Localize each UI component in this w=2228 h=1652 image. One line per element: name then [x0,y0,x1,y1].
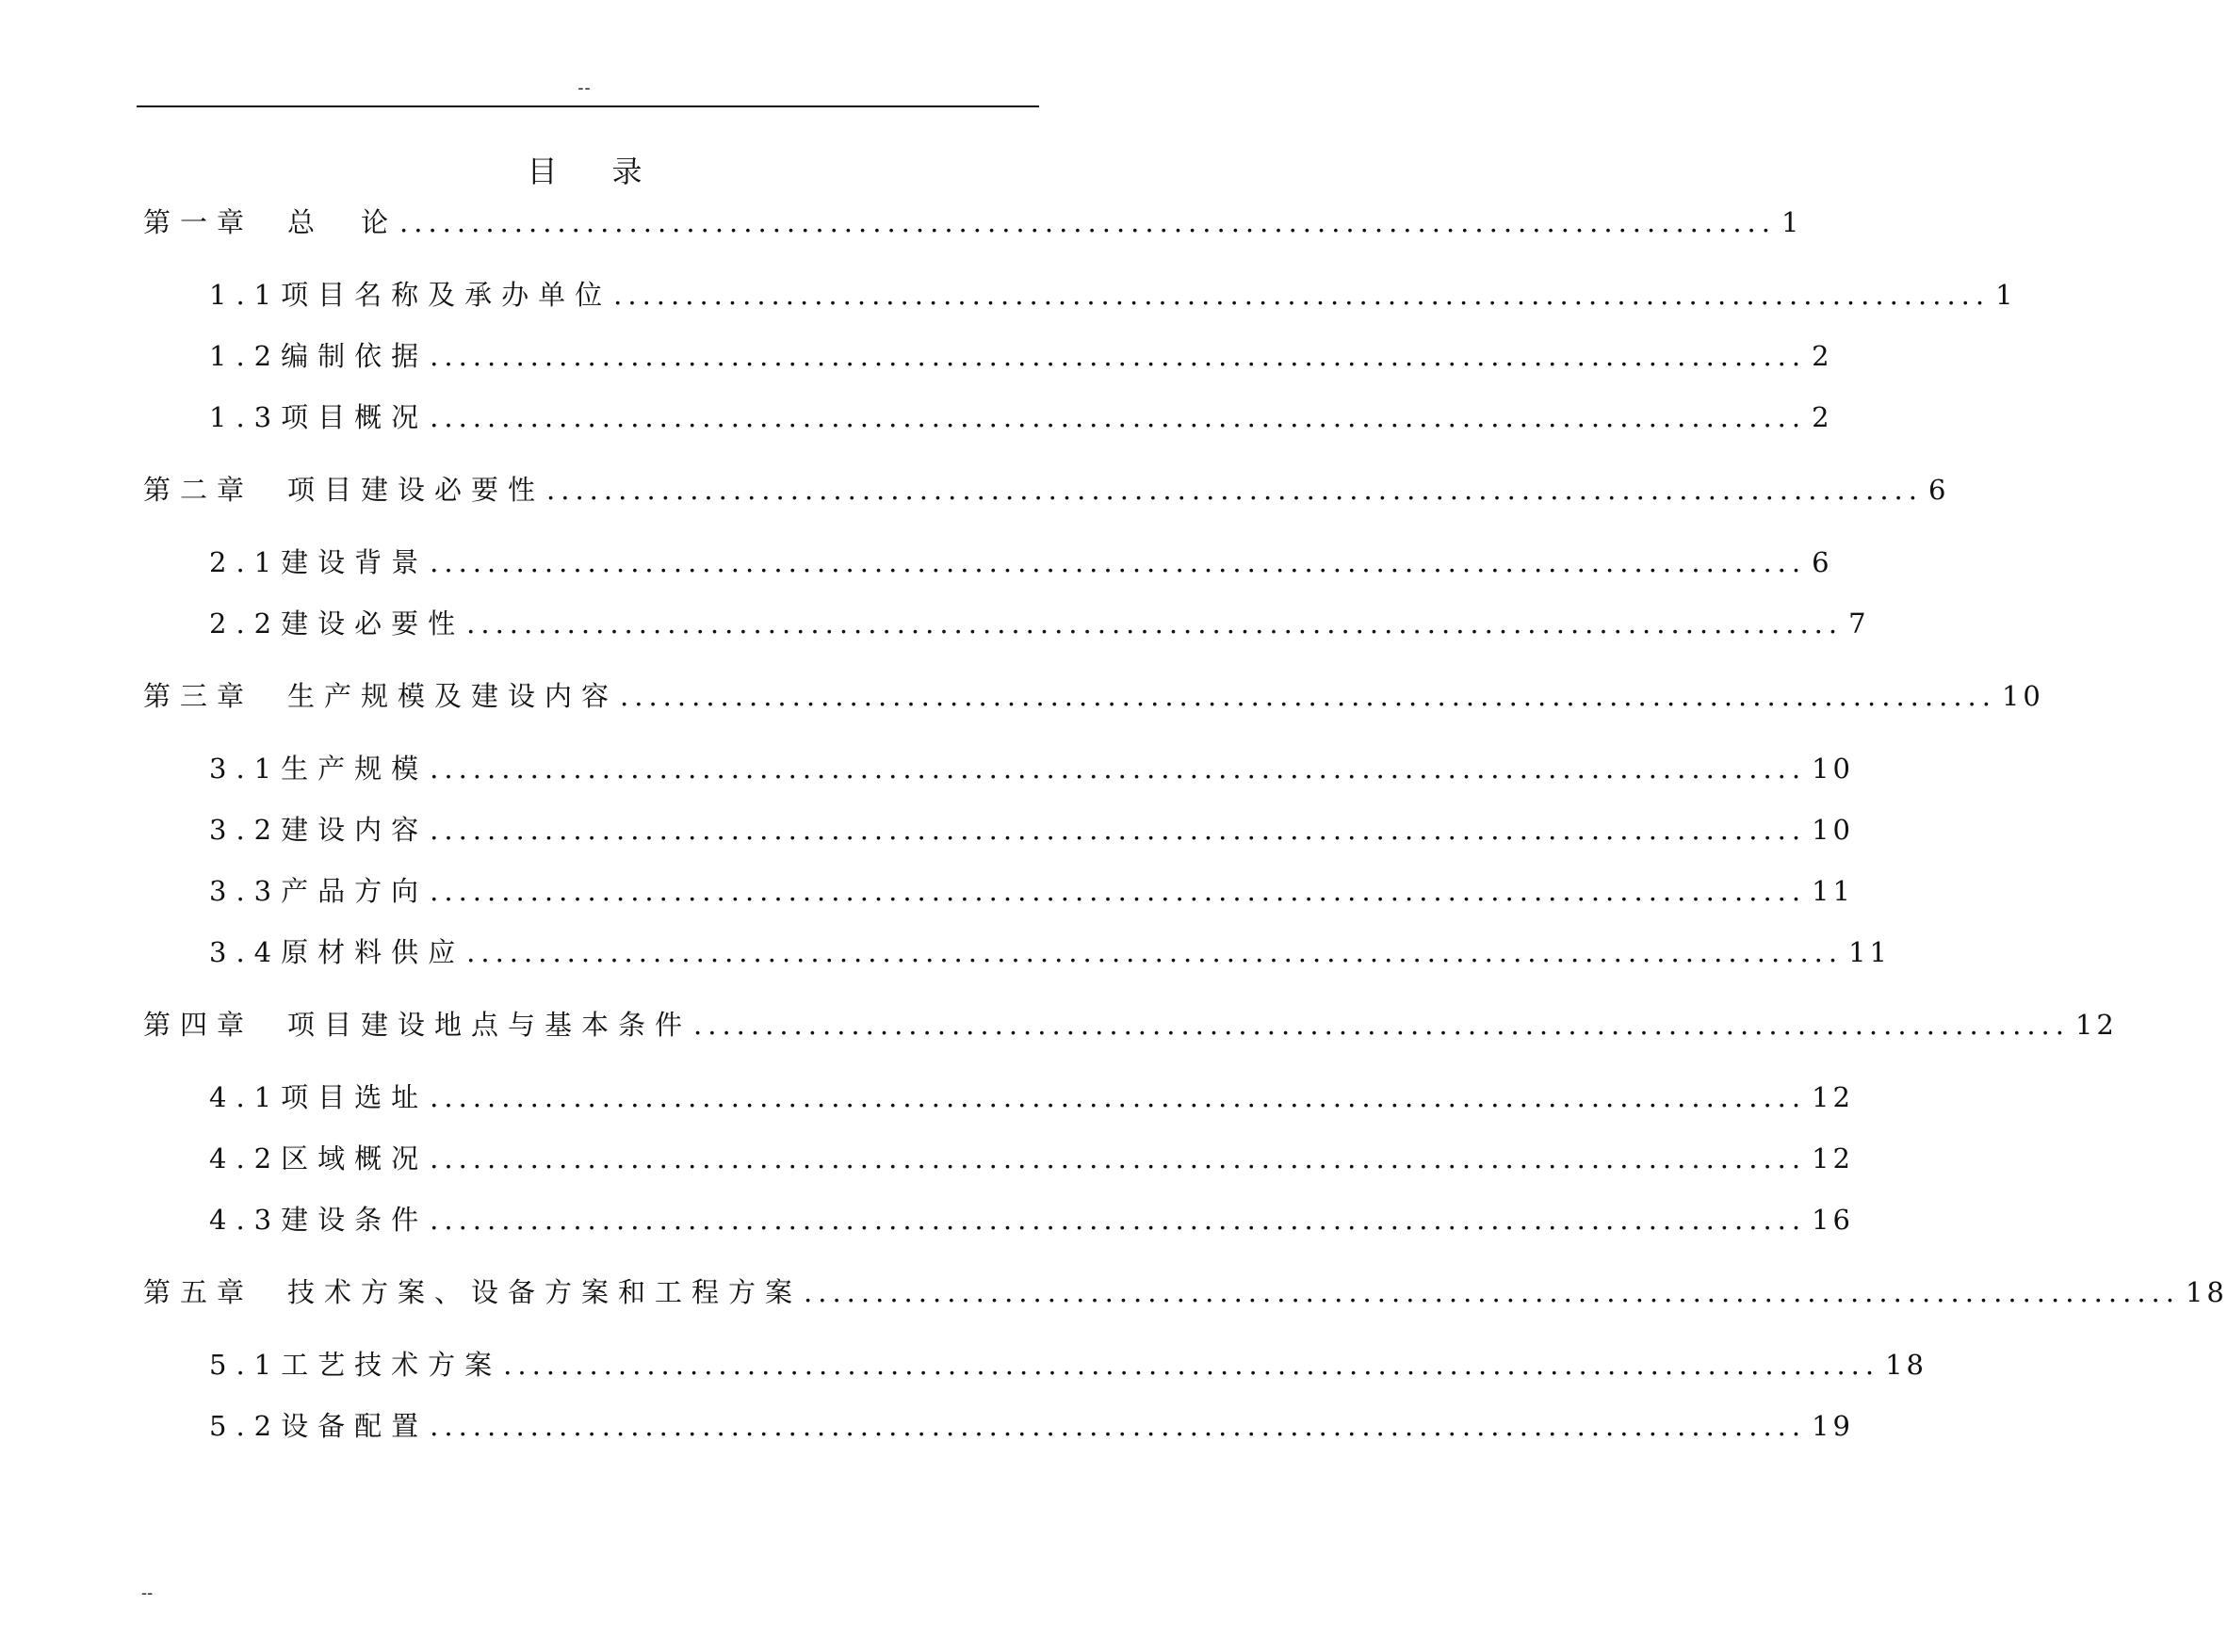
toc-dot-leader: ................................................................................................ [430,875,1807,907]
toc-dot-leader: ................................................................................................ [430,814,1807,846]
toc-section-entry[interactable] [209,603,1870,644]
toc-page-number: 10 [1812,814,1854,846]
toc-entry-title: 设备配置 [281,1410,429,1442]
toc-entry-title: 项目建设必要性 [287,474,545,506]
toc-title: 目录 [527,154,697,189]
toc-entry-number: 第四章 [143,1009,254,1041]
toc-page-number: 18 [2185,1276,2228,1308]
toc-entry-title: 生产规模及建设内容 [287,680,619,712]
toc-section-entry[interactable] [209,1077,1854,1118]
toc-entry-number: 1.2 [209,340,282,372]
toc-entry-number: 第一章 [143,206,254,238]
toc-entry-title: 产品方向 [281,875,429,907]
toc-entry-title: 建设背景 [281,546,429,578]
toc-dot-leader: ................................................................................................ [430,753,1807,785]
toc-entry-number: 第五章 [143,1276,254,1308]
toc-section-entry[interactable] [209,335,1833,377]
toc-entry-number: 2.1 [209,546,282,578]
toc-section-entry[interactable] [209,870,1854,912]
toc-entry-title: 建设条件 [281,1204,429,1236]
toc-dot-leader: ................................................................................................ [430,1204,1807,1236]
toc-page-number: 18 [1885,1349,1927,1381]
toc-section-entry[interactable] [209,542,1833,583]
toc-dot-leader: ................................................................................................ [430,401,1807,433]
toc-chapter-entry[interactable] [143,202,1803,243]
toc-entry-number: 3.2 [209,814,282,846]
toc-entry-title: 总 论 [287,206,398,238]
toc-page-number: 2 [1812,401,1833,433]
toc-dot-leader: ................................................................................................ [399,206,1776,238]
toc-dot-leader: ................................................................................................ [503,1349,1880,1381]
toc-chapter-entry[interactable] [143,675,2044,717]
toc-page-number: 12 [1812,1081,1854,1113]
toc-page-number: 2 [1812,340,1833,372]
toc-entry-number: 第二章 [143,474,254,506]
toc-chapter-entry[interactable] [143,1271,2228,1313]
toc-entry-number: 3.1 [209,753,282,785]
toc-entry-number: 1.3 [209,401,282,433]
page-header-mark: -- [577,78,592,98]
toc-page-number: 7 [1848,607,1870,640]
toc-entry-title: 技术方案、设备方案和工程方案 [287,1276,803,1308]
toc-section-entry[interactable] [209,1344,1927,1385]
toc-dot-leader: ................................................................................................ [620,680,1996,712]
toc-dot-leader: ................................................................................................ [546,474,1923,506]
toc-dot-leader: ................................................................................................ [466,607,1844,640]
toc-entry-number: 4.3 [209,1204,282,1236]
toc-dot-leader: ................................................................................................ [804,1276,2180,1308]
toc-page-number: 12 [2074,1009,2118,1041]
toc-chapter-entry[interactable] [143,469,1950,510]
toc-section-entry[interactable] [209,274,2017,316]
toc-dot-leader: ................................................................................................ [430,1142,1807,1174]
toc-page-number: 11 [1848,936,1891,968]
toc-dot-leader: ................................................................................................ [430,1410,1807,1442]
toc-entry-title: 生产规模 [281,753,429,785]
toc-page-number: 12 [1812,1142,1854,1174]
toc-section-entry[interactable] [209,748,1854,789]
toc-entry-title: 建设必要性 [281,607,465,640]
toc-dot-leader: ................................................................................................ [430,340,1807,372]
toc-page-number: 19 [1812,1410,1854,1442]
toc-page-number: 1 [1781,206,1803,238]
toc-entry-number: 4.2 [209,1142,282,1174]
toc-entry-title: 编制依据 [281,340,429,372]
toc-page-number: 1 [1995,279,2017,311]
toc-entry-title: 项目选址 [281,1081,429,1113]
toc-page-number: 10 [1812,753,1854,785]
toc-entry-number: 1.1 [209,279,282,311]
toc-dot-leader: ................................................................................................ [430,546,1807,578]
toc-entry-title: 区域概况 [281,1142,429,1174]
toc-dot-leader: ................................................................................................ [693,1009,2070,1041]
toc-dot-leader: ................................................................................................ [613,279,1991,311]
toc-entry-number: 3.3 [209,875,282,907]
toc-section-entry[interactable] [209,1199,1854,1240]
toc-dot-leader: ................................................................................................ [466,936,1844,968]
toc-page-number: 10 [2001,680,2044,712]
toc-entry-number: 3.4 [209,936,282,968]
toc-entry-number: 5.2 [209,1410,282,1442]
toc-entry-title: 项目建设地点与基本条件 [287,1009,692,1041]
toc-page-number: 16 [1812,1204,1854,1236]
toc-page-number: 11 [1812,875,1854,907]
toc-entry-title: 项目概况 [281,401,429,433]
toc-chapter-entry[interactable] [143,1004,2118,1045]
toc-section-entry[interactable] [209,397,1833,438]
toc-entry-title: 建设内容 [281,814,429,846]
page-footer-mark: -- [141,1583,154,1603]
toc-section-entry[interactable] [209,809,1854,850]
toc-section-entry[interactable] [209,1405,1854,1447]
toc-section-entry[interactable] [209,1138,1854,1179]
toc-entry-number: 第三章 [143,680,254,712]
toc-entry-number: 2.2 [209,607,282,640]
toc-entry-title: 原材料供应 [281,936,465,968]
toc-page-number: 6 [1927,474,1950,506]
toc-page-number: 6 [1812,546,1833,578]
toc-entry-number: 5.1 [209,1349,282,1381]
toc-entry-number: 4.1 [209,1081,282,1113]
toc-dot-leader: ................................................................................................ [430,1081,1807,1113]
toc-entry-title: 项目名称及承办单位 [281,279,612,311]
toc-section-entry[interactable] [209,931,1891,973]
toc-entry-title: 工艺技术方案 [281,1349,502,1381]
